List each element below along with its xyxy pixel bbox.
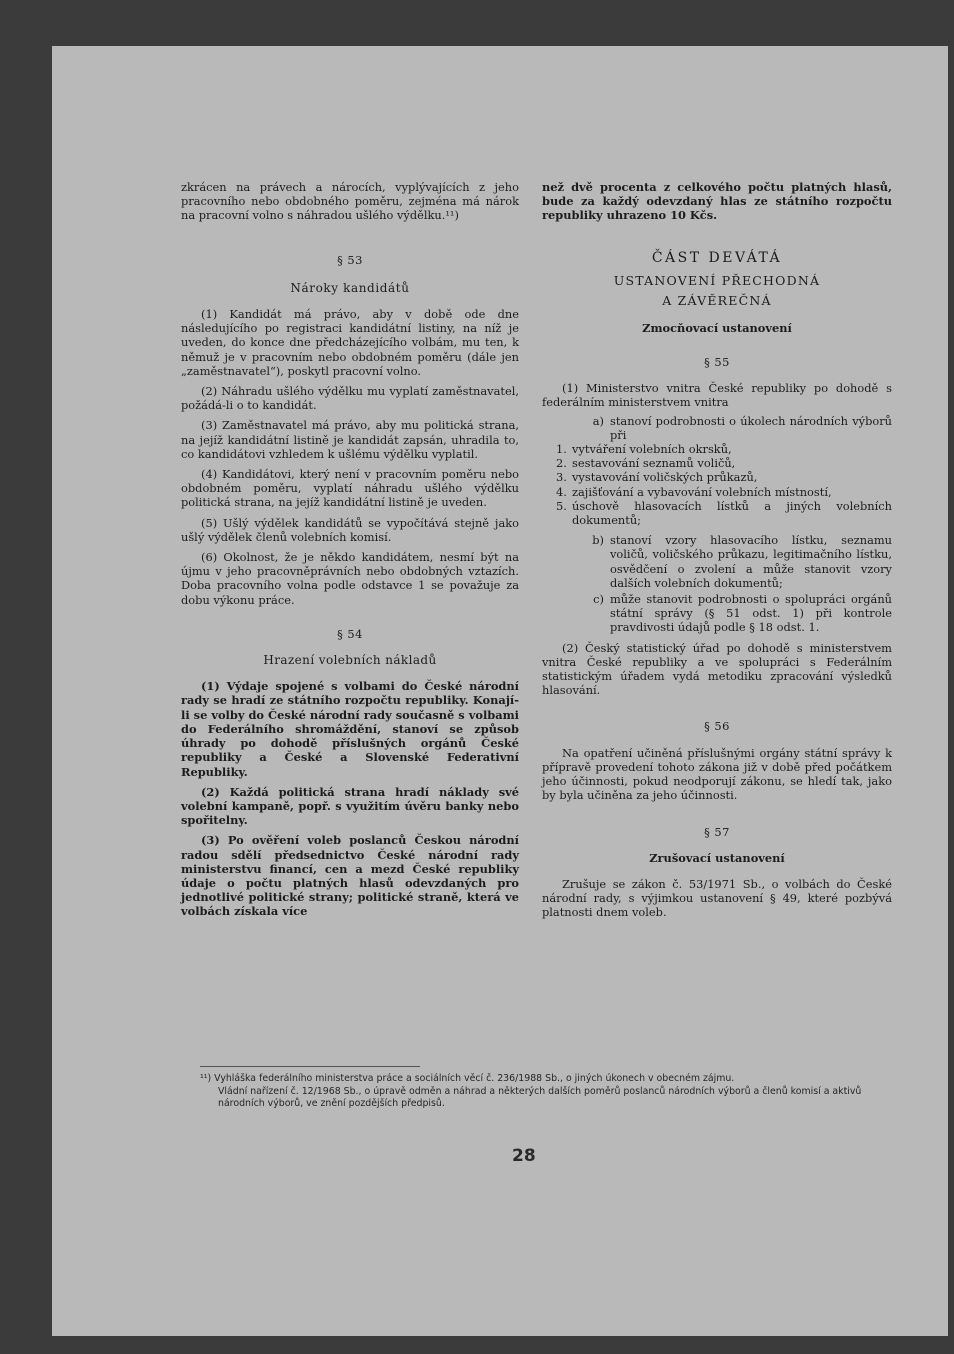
s53-paragraph-2: (2) Náhradu ušlého výdělku mu vyplatí zaměstnavatel, požádá-li o to kandidát. (181, 384, 519, 413)
footnote-rule (200, 1066, 420, 1067)
s55-numbered-item (542, 499, 892, 527)
left-column (181, 180, 519, 919)
item-text: vystavování voličských průkazů, (572, 470, 758, 485)
item-text: vytváření volebních okrsků, (572, 442, 732, 457)
page-number: 28 (512, 1146, 536, 1166)
footnote (200, 1066, 880, 1111)
item-text: úschově hlasovacích lístků a jiných volebních dokumentů; (572, 498, 892, 528)
section-57-number: § 57 (704, 824, 730, 839)
section-53-number: § 53 (337, 252, 363, 267)
s55-paragraph-2: (2) Český statistický úřad po dohodě s ministerstvem vnitra České republiky a ve spolupráci s Federálním statistickým úřadem vydá metodiku zpracování výsledků hlasování. (542, 640, 892, 698)
section-55-number: § 55 (704, 355, 730, 370)
s53-paragraph-1: (1) Kandidát má právo, aby v době ode dne následujícího po registraci kandidátní listiny, na níž je uveden, do konce dne předcházejícího volbám, mu ten, k němuž je v pracovním nebo obdobném poměru (dále jen „zaměstnavatel“), poskytl pracovní volno. (181, 307, 519, 378)
s55-paragraph-1: (1) Ministerstvo vnitra České republiky po dohodě s federálním ministerstvem vnitra (542, 381, 892, 410)
part-nine-title: ČÁST DEVÁTÁ (651, 249, 783, 266)
item-text: stanoví vzory hlasovacího lístku, seznamu voličů, voličského průkazu, legitimačního lístku, osvědčení o zvolení a může stanovit vzory dalších volebních dokumentů; (610, 533, 892, 590)
part-nine-subtitle-line1: USTANOVENÍ PŘECHODNÁ (613, 272, 821, 288)
item-text: stanoví podrobnosti o úkolech národních výborů při (610, 413, 892, 442)
s55-numbered-item (542, 470, 892, 484)
item-number: 1. (556, 442, 567, 457)
item-number: 5. (556, 498, 567, 513)
s53-paragraph-5: (5) Ušlý výdělek kandidátů se vypočítává stejně jako ušlý výdělek členů volebních komisí. (181, 515, 519, 544)
s55-numbered-item (542, 485, 892, 499)
s55-item-a (542, 414, 892, 442)
s54-paragraph-2: (2) Každá politická strana hradí náklady své volební kampaně, popř. s využitím úvěru banky nebo spořitelny. (181, 784, 519, 828)
item-text: zajišťování a vybavování volebních místností, (572, 484, 832, 499)
s54-paragraph-1: (1) Výdaje spojené s volbami do České národní rady se hradí ze státního rozpočtu republiky. Konají-li se volby do České národní rady současně s volbami do Federálního shromáždění, stanoví se způsob úhrady po dohodě příslušných orgánů České republiky a České a Slovenské Federativní Republiky. (181, 679, 519, 779)
part-nine-subtitle-line2: A ZÁVĚREČNÁ (662, 292, 772, 308)
carryover-paragraph: zkrácen na právech a nárocích, vyplývajících z jeho pracovního nebo obdobného poměru, zejména má nárok na pracovní volno s náhradou ušlého výdělku.¹¹) (181, 180, 519, 223)
repealing-provision-title: Zrušovací ustanovení (649, 850, 785, 865)
footnote-line-2: Vládní nařízení č. 12/1968 Sb., o úpravě odměn a náhrad a některých dalších poměrů poslanců národních výborů a členů komisí a aktivů národních výborů, ve znění pozdějších předpisů. (218, 1085, 862, 1109)
scanned-page (52, 46, 948, 1336)
s55-numbered-item (542, 442, 892, 456)
s53-paragraph-6: (6) Okolnost, že je někdo kandidátem, nesmí být na újmu v jeho pracovněprávních nebo obdobných vztazích. Doba pracovního volna podle odstavce 1 se považuje za dobu výkonu práce. (181, 550, 519, 607)
item-text: může stanovit podrobnosti o spolupráci orgánů státní správy (§ 51 odst. 1) při kontrole pravdivosti údajů podle § 18 odst. 1. (610, 592, 892, 635)
s54-paragraph-3: (3) Po ověření voleb poslanců Českou národní radou sdělí předsednictvo České národní rady ministerstvu financí, cen a mezd České republiky údaje o počtu platných hlasů odevzdaných pro jednotlivé politické strany; politické straně, která ve volbách získala více (181, 833, 519, 919)
s55-numbered-item (542, 456, 892, 470)
item-label: b) (592, 533, 604, 548)
carryover-paragraph-right: než dvě procenta z celkového počtu platných hlasů, bude za každý odevzdaný hlas ze státního rozpočtu republiky uhrazeno 10 Kčs. (542, 180, 892, 223)
item-number: 2. (556, 456, 567, 471)
item-number: 3. (556, 470, 567, 485)
s53-paragraph-3: (3) Zaměstnavatel má právo, aby mu politická strana, na jejíž kandidátní listině je kandidát zapsán, uhradila to, co kandidátovi vzhledem k ušlému výdělku vyplatil. (181, 418, 519, 461)
item-text: sestavování seznamů voličů, (572, 456, 736, 471)
footnote-line-1: ¹¹) Vyhláška federálního ministerstva práce a sociálních věcí č. 236/1988 Sb., o jiných úkonech v obecném zájmu. (200, 1073, 735, 1084)
s55-item-b (542, 533, 892, 590)
item-label: a) (592, 413, 604, 428)
s55-item-c (542, 592, 892, 635)
item-label: c) (593, 592, 604, 607)
right-column (542, 180, 892, 920)
s57-paragraph: Zrušuje se zákon č. 53/1971 Sb., o volbách do České národní rady, s výjimkou ustanovení § 49, které pozbývá platnosti dnem voleb. (542, 876, 892, 920)
s53-paragraph-4: (4) Kandidátovi, který není v pracovním poměru nebo obdobném poměru, vyplatí náhradu ušlého výdělku politická strana, na jejíž kandidátní listině je uveden. (181, 467, 519, 510)
item-number: 4. (556, 484, 567, 499)
section-54-title: Hrazení volebních nákladů (263, 653, 437, 668)
section-54-number: § 54 (337, 626, 363, 641)
s56-paragraph: Na opatření učiněná příslušnými orgány státní správy k přípravě provedení tohoto zákona již v době před počátkem jeho účinnosti, pokud neodporují zákonu, se hledí tak, jako by byla učiněna za jeho účinnosti. (542, 745, 892, 803)
empowering-provisions-title: Zmocňovací ustanovení (642, 320, 792, 335)
section-53-title: Nároky kandidátů (290, 280, 410, 295)
section-56-number: § 56 (704, 719, 730, 734)
